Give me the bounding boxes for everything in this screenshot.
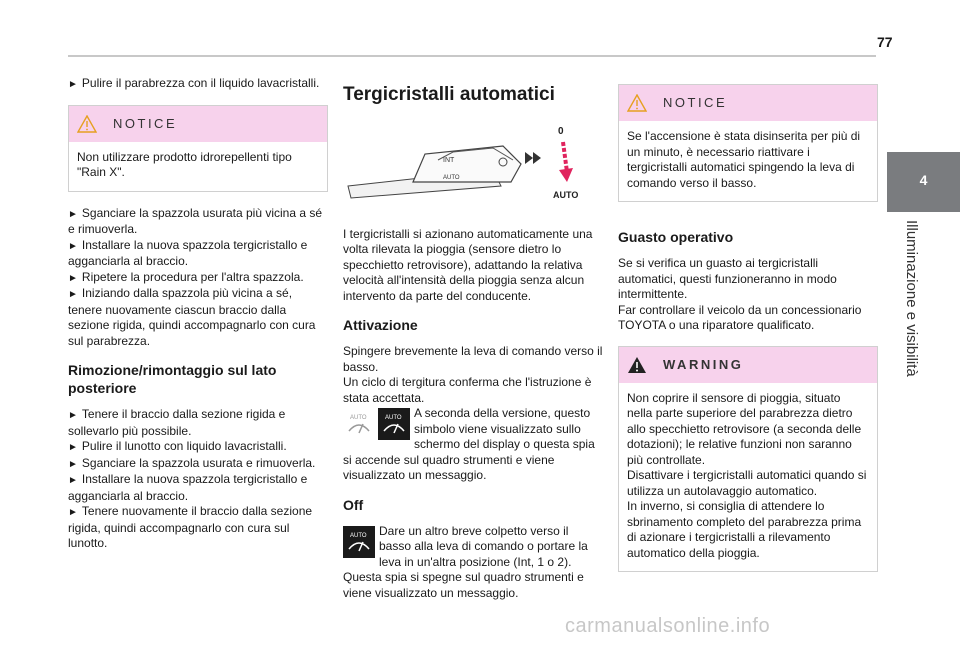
warning-triangle-icon (77, 115, 97, 133)
auto-label: AUTO (553, 190, 579, 200)
notice-header (69, 106, 327, 142)
header-rule (68, 55, 876, 57)
list-item: ► Tenere nuovamente il braccio dalla sezione rigida, quindi accompagnarlo con cura sul lunotto. (68, 504, 313, 550)
arrow-bullet-icon: ► (68, 475, 78, 486)
list-item: ► Iniziando dalla spazzola più vicina a sé, tenere nuovamente ciascun braccio dalla sezione rigida, quindi accompagnarlo con cura sul parabrezza. (68, 286, 316, 348)
notice-box (68, 105, 328, 192)
list-item: ► Sganciare la spazzola usurata e rimuoverla. (68, 455, 316, 470)
notice-header (619, 85, 877, 121)
list-item: ► Installare la nuova spazzola tergicristallo e agganciarla al braccio. (68, 237, 308, 268)
list-item: ► Ripetere la procedura per l'altra spazzola. (68, 269, 304, 284)
auto-wiper-filled-icon (378, 408, 410, 440)
down-arrow-icon (559, 168, 573, 182)
intro-text: I tergicristalli si azionano automaticamente una volta rilevata la pioggia (sensore dietro lo specchietto retrovisore), adattando la relativa velocità all'intensità della pioggia senza alcun intervento da parte del conducente. (343, 226, 593, 303)
column-3 (618, 84, 878, 586)
notice-box (618, 84, 878, 202)
watermark: carmanualsonline.info (565, 615, 771, 637)
column-2 (343, 76, 603, 601)
arrow-bullet-icon: ► (68, 289, 78, 300)
attivazione-icon-text: A seconda della versione, questo simbolo viene visualizzato sullo schermo del display o questa spia si accende sul quadro strumenti e viene visualizzato un messaggio. (343, 406, 595, 482)
notice-title: NOTICE (663, 95, 728, 111)
int-label: INT (443, 157, 455, 164)
section-heading: Off (343, 496, 364, 513)
arrow-bullet-icon: ► (68, 442, 78, 453)
svg-text:AUTO: AUTO (350, 532, 367, 539)
arrow-bullet-icon: ► (68, 240, 78, 252)
notice-text: Se l'accensione è stata disinserita per più di un minuto, è necessario riattivare i tergicristalli automatici spingendo la leva di comando verso il basso. (627, 129, 861, 190)
steps-list (68, 206, 328, 350)
section-heading: Attivazione (343, 317, 418, 333)
off-text: Dare un altro breve colpetto verso il basso alla leva di comando o portare la leva in un'altra posizione (Int, 1 o 2). Questa spia si spegne sul quadro strumenti e viene visualizzato un messaggio. (343, 523, 588, 600)
steps-list-2 (68, 407, 328, 552)
svg-text:AUTO: AUTO (350, 415, 367, 421)
auto-wiper-icons (343, 408, 410, 440)
page-title: Tergicristalli automatici (343, 84, 555, 105)
list-item: ► Tenere il braccio dalla sezione rigida e sollevarlo più possibile. (68, 407, 286, 438)
section-heading: Guasto operativo (618, 229, 734, 245)
auto-wiper-filled-icon (343, 526, 375, 558)
arrow-bullet-icon: ► (68, 507, 78, 518)
list-item: ► Installare la nuova spazzola tergicristallo e agganciarla al braccio. (68, 472, 308, 503)
auto-wiper-outline-icon (343, 408, 375, 440)
wiper-stalk-illustration (343, 124, 583, 204)
svg-text:AUTO: AUTO (385, 415, 402, 421)
warning-box (618, 346, 878, 573)
warning-title: WARNING (663, 356, 744, 372)
off-icons (343, 526, 375, 558)
arrow-bullet-icon: ► (68, 79, 78, 90)
notice-text: Non utilizzare prodotto idrorepellenti tipo "Rain X". (77, 149, 292, 179)
zero-label: 0 (558, 126, 564, 137)
list-item: ► Sganciare la spazzola usurata più vicina a sé e rimuoverla. (68, 205, 323, 236)
warning-text: Non coprire il sensore di pioggia, situato nella parte superiore del parabrezza dietro allo specchietto retrovisore (a seconda delle dotazioni); le relative funzioni non saranno più controllate. Disattivare i tergicristalli automatici quando si utilizza un autolavaggio automatico. In inverno, si consiglia di attendere lo sbrinamento completo del parabrezza prima di azionare i tergicristalli a rilevamento automatico della pioggia. (627, 390, 867, 560)
arrow-bullet-icon: ► (68, 458, 78, 470)
attivazione-text: Spingere brevemente la leva di comando verso il basso. Un ciclo di tergitura conferma che l'istruzione è stata accettata. (343, 344, 603, 405)
chapter-title: Illuminazione e visibilità (903, 220, 920, 377)
arrow-bullet-icon: ► (68, 272, 78, 284)
auto-small-label: AUTO (443, 175, 460, 181)
section-heading: Rimozione/rimontaggio sul lato posteriore (68, 362, 277, 396)
column-1 (68, 76, 328, 552)
warning-header (619, 347, 877, 383)
arrow-bullet-icon: ► (68, 208, 78, 220)
warning-filled-triangle-icon (627, 356, 647, 374)
chapter-number: 4 (919, 172, 928, 188)
list-item: ► Pulire il lunotto con liquido lavacristalli. (68, 439, 287, 453)
arrow-bullet-icon: ► (68, 410, 78, 421)
warning-triangle-icon (627, 94, 647, 112)
page-number: 77 (877, 34, 893, 50)
notice-title: NOTICE (113, 115, 178, 131)
guasto-text: Se si verifica un guasto ai tergicristalli automatici, questi funzioneranno in modo intermittente. Far controllare il veicolo da un concessionario TOYOTA o una riparatore qualificato. (618, 256, 862, 332)
bullet-item: ► Pulire il parabrezza con il liquido lavacristalli. (68, 76, 320, 90)
